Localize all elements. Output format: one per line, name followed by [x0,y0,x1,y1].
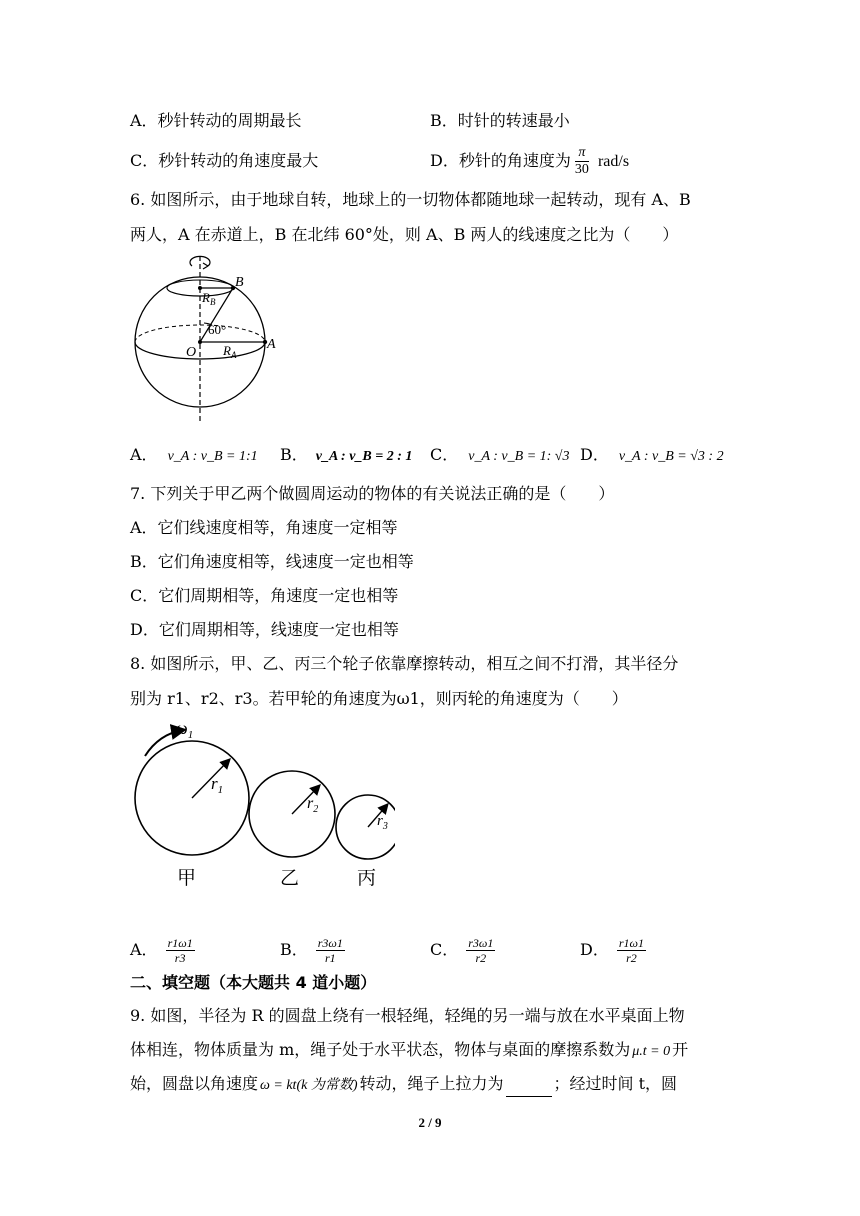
earth-diagram [128,252,288,428]
label-b: B [235,275,244,290]
q7-option-d: D．它们周期相等，线速度一定也相等 [130,620,399,639]
q8-stem-line1: 8. 如图所示，甲、乙、丙三个轮子依靠摩擦转动，相互之间不打滑，其半径分 [130,654,679,673]
label-o: O [186,345,197,360]
q5-option-d-unit: rad/s [597,153,630,170]
q6-stem-line2: 两人，A 在赤道上，B 在北纬 60°处，则 A、B 两人的线速度之比为（ ） [130,225,679,244]
label-r3: $r_3$ [377,813,388,832]
label-rb: $R_B$ [202,290,216,307]
q6-option-c: C． v_A : v_B = 1: √3 [430,445,570,464]
q9-line3: 始，圆盘以角速度 ω = kt(k 为常数) 转动，绳子上拉力为 ；经过时间 t，圆 [130,1073,677,1097]
q5-option-d-fraction: $\frac{\pi}{30}$ [574,145,589,177]
q5-option-d-prefix: D．秒针的角速度为 [430,151,571,170]
q6-stem-line1: 6. 如图所示，由于地球自转，地球上的一切物体都随地球一起转动，现有 A、B [130,190,691,209]
q5-option-b: B．时针的转速最小 [430,111,570,130]
rotation-arrowhead-icon [203,263,208,269]
q7-option-b: B．它们角速度相等，线速度一定也相等 [130,552,414,571]
q8-option-a: A． $\frac{r1\omega 1}{r3}$ [130,936,193,965]
section-2-heading: 二、填空题（本大题共 4 道小题） [130,973,377,992]
label-omega1: $\omega_1$ [175,718,194,741]
q9-line1: 9. 如图，半径为 R 的圆盘上绕有一根轻绳，轻绳的另一端与放在水平桌面上物 [130,1006,685,1025]
label-wheel-yi: 乙 [280,868,300,889]
q6-option-a: A． v_A : v_B = 1:1 [130,445,258,464]
point-o [198,340,202,344]
q5-option-a: A．秒针转动的周期最长 [130,111,302,130]
label-wheel-jia: 甲 [177,868,197,889]
q7-stem: 7. 下列关于甲乙两个做圆周运动的物体的有关说法正确的是（ ） [130,484,615,503]
page-number: 2 / 9 [418,1115,442,1130]
label-a: A [267,337,276,352]
q6-option-b: B． v_A : v_B = 2 : 1 [280,445,413,464]
q8-option-b: B． $\frac{r3\omega 1}{r1}$ [280,936,343,965]
q5-option-d [430,145,629,178]
q8-option-c: C． $\frac{r3\omega 1}{r2}$ [430,936,494,965]
label-ra: $R_A$ [223,343,237,360]
label-angle: 60° [208,322,227,337]
q6-option-d: D． v_A : v_B = √3 : 2 [580,445,724,464]
answer-blank[interactable] [506,1080,552,1097]
wheels-diagram [125,712,395,890]
q8-option-d: D． $\frac{r1\omega 1}{r2}$ [580,936,644,965]
q7-option-a: A．它们线速度相等，角速度一定相等 [130,518,398,537]
label-r2: $r_2$ [307,795,319,815]
label-r1: $r_1$ [211,774,224,796]
q5-option-c: C．秒针转动的角速度最大 [130,151,319,170]
label-wheel-bing: 丙 [357,868,377,889]
q8-stem-line2: 别为 r1、r2、r3。若甲轮的角速度为ω1，则丙轮的角速度为（ ） [130,689,628,708]
q7-option-c: C．它们周期相等，角速度一定也相等 [130,586,399,605]
q9-line2: 体相连，物体质量为 m，绳子处于水平状态，物体与桌面的摩擦系数为 μ.t = 0 开 [130,1040,689,1059]
